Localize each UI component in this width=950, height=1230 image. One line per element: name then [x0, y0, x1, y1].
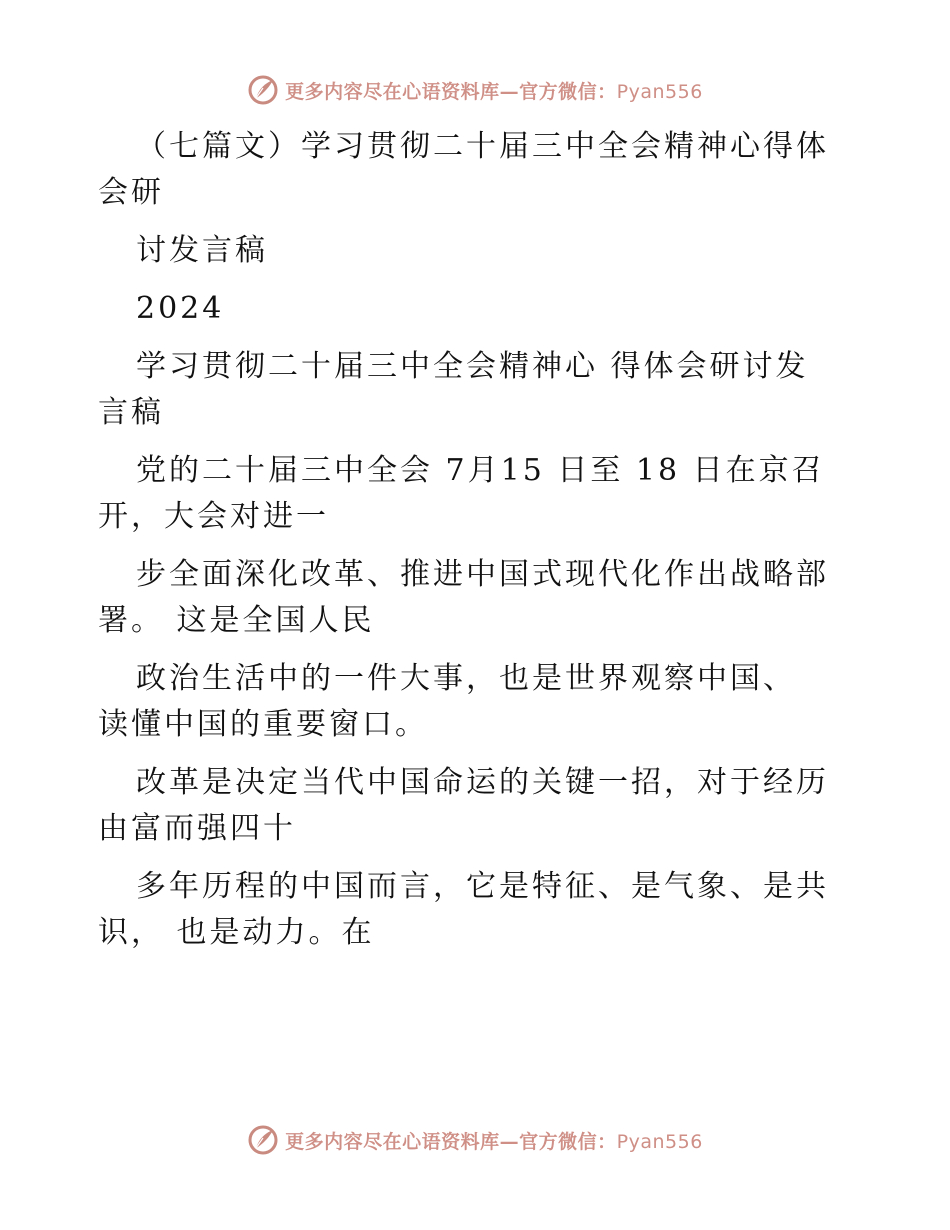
footer-banner-inner — [247, 1124, 703, 1156]
doc-line-8: 开，大会对进一 — [98, 499, 329, 534]
feather-pen-logo-icon — [247, 74, 279, 106]
doc-line-1: （七篇文）学习贯彻二十届三中全会精神心得体 — [136, 129, 829, 164]
doc-line-2: 会研 — [98, 175, 164, 210]
footer-banner-wechat-id: Pyan556 — [616, 1130, 703, 1153]
footer-banner-text — [285, 1127, 703, 1154]
doc-line-11: 政治生活中的一件大事，也是世界观察中国、 — [136, 661, 796, 696]
doc-line-7: 党的二十届三中全会 7月15 日至 18 日在京召 — [136, 453, 825, 488]
doc-line-12: 读懂中国的重要窗口。 — [98, 707, 428, 742]
doc-line-5: 学习贯彻二十届三中全会精神心 得体会研讨发 — [136, 349, 809, 384]
footer-watermark-banner — [0, 1120, 950, 1160]
doc-line-13: 改革是决定当代中国命运的关键一招，对于经历 — [136, 765, 829, 800]
doc-line-16: 识， 也是动力。在 — [98, 915, 375, 950]
document-body — [98, 124, 858, 956]
doc-line-9: 步全面深化改革、推进中国式现代化作出战略部 — [136, 557, 829, 592]
doc-line-15: 多年历程的中国而言，它是特征、是气象、是共 — [136, 869, 829, 904]
doc-line-3: 讨发言稿 — [136, 233, 268, 268]
header-banner-text — [285, 77, 703, 104]
footer-banner-label: 更多内容尽在心语资料库—官方微信： — [285, 1130, 617, 1153]
header-banner-wechat-id: Pyan556 — [616, 80, 703, 103]
header-watermark-banner — [0, 70, 950, 110]
doc-line-10: 署。 这是全国人民 — [98, 603, 375, 638]
doc-line-6: 言稿 — [98, 395, 164, 430]
header-banner-label: 更多内容尽在心语资料库—官方微信： — [285, 80, 617, 103]
doc-line-4: 2024 — [136, 291, 225, 326]
doc-line-14: 由富而强四十 — [98, 811, 296, 846]
header-banner-inner — [247, 74, 703, 106]
feather-pen-logo-icon — [247, 1124, 279, 1156]
